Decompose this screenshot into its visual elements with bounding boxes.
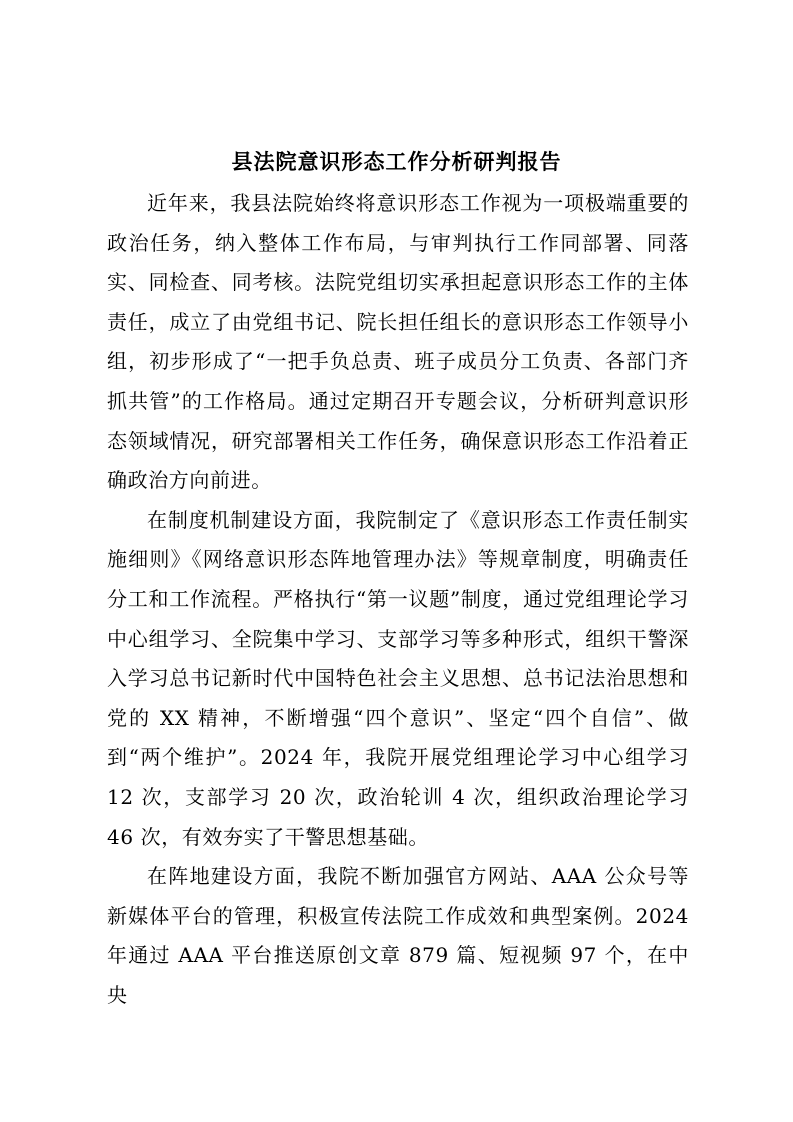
paragraph-overview: 近年来，我县法院始终将意识形态工作视为一项极端重要的政治任务，纳入整体工作布局，与审判执行工作同部署、同落实、同检查、同考核。法院党组切实承担起意识形态工作的主体责任，成立了由党组书记、院长担任组长的意识形态工作领导小组，初步形成了“一把手负总责、班子成员分工负责、各部门齐抓共管”的工作格局。通过定期召开专题会议，分析研判意识形态领域情况，研究部署相关工作任务，确保意识形态工作沿着正确政治方向前进。 [107,191,689,493]
document-title: 县法院意识形态工作分析研判报告 [231,149,562,174]
paragraph-platform-building: 在阵地建设方面，我院不断加强官方网站、AAA 公众号等新媒体平台的管理，积极宣传法院工作成效和典型案例。2024 年通过 AAA 平台推送原创文章 879 篇、短视频 97 个，在中央 [107,864,689,1007]
document-body [107,184,689,1015]
paragraph-institution-building: 在制度机制建设方面，我院制定了《意识形态工作责任制实施细则》《网络意识形态阵地管理办法》等规章制度，明确责任分工和工作流程。严格执行“第一议题”制度，通过党组理论学习中心组学习、全院集中学习、支部学习等多种形式，组织干警深入学习总书记新时代中国特色社会主义思想、总书记法治思想和党的 XX 精神，不断增强“四个意识”、坚定“四个自信”、做到“两个维护”。2024 年，我院开展党组理论学习中心组学习 12 次，支部学习 20 次，政治轮训 4 次，组织政治理论学习 46 次，有效夯实了干警思想基础。 [107,507,689,849]
